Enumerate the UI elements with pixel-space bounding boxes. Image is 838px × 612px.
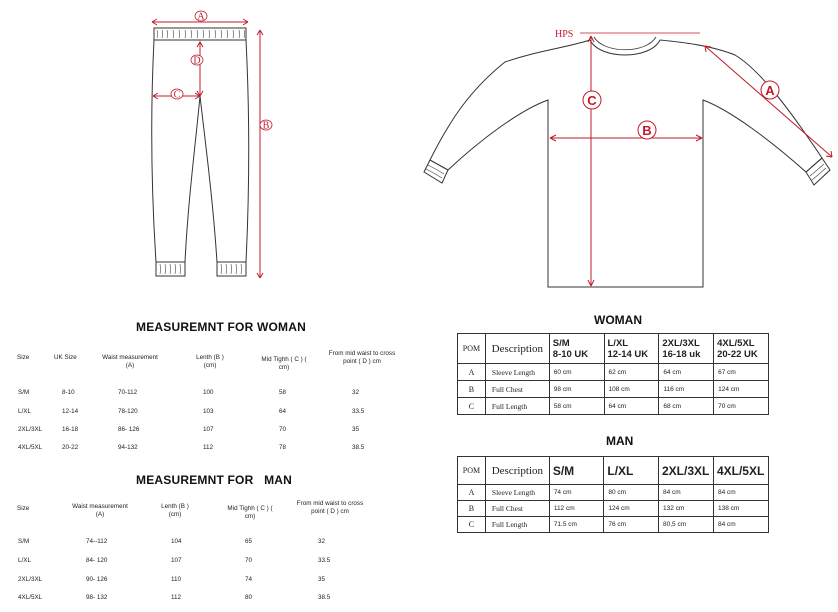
pom-header: POM — [458, 334, 486, 364]
woman-left-cell: 8-10 — [62, 389, 75, 396]
man-left-cell: 70 — [245, 557, 253, 564]
woman-left-cell: 78 — [279, 444, 287, 451]
value-cell: 76 cm — [604, 517, 659, 533]
man-left-cell: 2XL/3XL — [18, 576, 43, 583]
description-cell: Sleeve Length — [485, 485, 549, 501]
svg-text:A: A — [197, 11, 205, 23]
woman-left-cell: 12-14 — [62, 408, 79, 415]
woman-left-cell: 16-18 — [62, 426, 79, 433]
svg-text:C: C — [587, 93, 597, 108]
pom-cell: B — [458, 501, 486, 517]
woman-left-header: From mid waist to cross point ( D ) cm — [328, 350, 396, 365]
value-cell: 70 cm — [714, 398, 769, 415]
value-cell: 112 cm — [549, 501, 604, 517]
value-cell: 84 cm — [713, 485, 768, 501]
size-header: 4XL/5XL 20-22 UK — [714, 334, 769, 364]
svg-text:A: A — [765, 83, 775, 98]
pants-label-d — [191, 55, 203, 67]
size-header: 4XL/5XL — [713, 457, 768, 485]
man-left-cell: 80 — [245, 594, 253, 601]
woman-left-cell: 20-22 — [62, 444, 79, 451]
table-row — [458, 364, 769, 381]
value-cell: 98 cm — [549, 381, 604, 398]
man-left-cell: 35 — [318, 576, 326, 583]
woman-left-header: Mid Tighh ( C ) ( cm) — [261, 356, 307, 371]
svg-text:B: B — [262, 120, 270, 132]
woman-left-cell: 33.5 — [352, 408, 365, 415]
value-cell: 68 cm — [659, 398, 714, 415]
value-cell: 58 cm — [549, 398, 604, 415]
size-header: 2XL/3XL — [658, 457, 713, 485]
man-left-header: Mid Tighh ( C ) ( cm) — [227, 505, 273, 520]
shirt-collar — [590, 40, 660, 55]
pom-cell: C — [458, 398, 486, 415]
svg-text:B: B — [642, 123, 652, 138]
value-cell: 84 cm — [658, 485, 713, 501]
man-left-cell: 107 — [171, 557, 182, 564]
woman-left-cell: 35 — [352, 426, 360, 433]
woman-left-header: Size — [17, 354, 30, 361]
pants-label-c — [171, 89, 183, 101]
shirt-label-b — [638, 121, 656, 139]
man-left-cell: 74 — [245, 576, 253, 583]
woman-left-cell: 70-112 — [118, 389, 138, 396]
value-cell: 108 cm — [604, 381, 659, 398]
man-left-cell: 98- 132 — [86, 594, 108, 601]
size-header: L/XL 12-14 UK — [604, 334, 659, 364]
woman-left-cell: 70 — [279, 426, 287, 433]
value-cell: 60 cm — [549, 364, 604, 381]
value-cell: 67 cm — [714, 364, 769, 381]
man-left-cell: S/M — [18, 538, 30, 545]
woman-left-title: MEASUREMNT FOR WOMAN — [136, 320, 306, 334]
man-left-title: MEASUREMNT FOR MAN — [136, 473, 292, 487]
description-header: Description — [485, 334, 549, 364]
man-left-cell: 112 — [171, 594, 182, 601]
woman-left-cell: 78-120 — [118, 408, 138, 415]
woman-left-cell: 86- 126 — [118, 426, 140, 433]
value-cell: 62 cm — [604, 364, 659, 381]
svg-text:C: C — [173, 89, 181, 101]
man-left-cell: L/XL — [18, 557, 31, 564]
description-cell: Full Chest — [485, 381, 549, 398]
value-cell: 116 cm — [659, 381, 714, 398]
pom-header: POM — [458, 457, 486, 485]
shirt-label-a — [761, 81, 779, 99]
man-left-cell: 90- 126 — [86, 576, 108, 583]
pom-cell: A — [458, 485, 486, 501]
woman-left-cell: 4XL/5XL — [18, 444, 43, 451]
table-row — [458, 485, 769, 501]
woman-left-cell: 38.5 — [352, 444, 365, 451]
value-cell: 84 cm — [713, 517, 768, 533]
pom-cell: B — [458, 381, 486, 398]
table-row — [458, 501, 769, 517]
size-header: 2XL/3XL 16-18 uk — [659, 334, 714, 364]
description-cell: Sleeve Length — [485, 364, 549, 381]
woman-left-cell: 112 — [203, 444, 214, 451]
woman-left-cell: 32 — [352, 389, 360, 396]
size-header: S/M 8-10 UK — [549, 334, 604, 364]
man-left-header: From mid waist to cross point ( D ) cm — [296, 500, 364, 515]
woman-left-cell: 58 — [279, 389, 287, 396]
size-header: L/XL — [604, 457, 659, 485]
man-left-cell: 4XL/5XL — [18, 594, 43, 601]
value-cell: 138 cm — [713, 501, 768, 517]
value-cell: 64 cm — [659, 364, 714, 381]
table-row — [458, 517, 769, 533]
man-left-cell: 38.5 — [318, 594, 331, 601]
man-left-cell: 84- 120 — [86, 557, 108, 564]
woman-left-header: Waist measurement (A) — [102, 354, 158, 369]
man-left-header: Lenth (B ) (cm) — [161, 503, 189, 518]
description-cell: Full Length — [485, 398, 549, 415]
man-left-cell: 110 — [171, 576, 182, 583]
value-cell: 80 cm — [604, 485, 659, 501]
man-left-cell: 65 — [245, 538, 253, 545]
pom-cell: A — [458, 364, 486, 381]
woman-right-title: WOMAN — [594, 313, 642, 327]
value-cell: 64 cm — [604, 398, 659, 415]
table-row — [458, 398, 769, 415]
woman-left-cell: 103 — [203, 408, 214, 415]
woman-left-cell: 100 — [203, 389, 214, 396]
woman-size-table — [457, 333, 769, 415]
woman-left-cell: 94-132 — [118, 444, 138, 451]
man-left-cell: 32 — [318, 538, 326, 545]
svg-text:D: D — [193, 55, 201, 67]
value-cell: 124 cm — [604, 501, 659, 517]
man-left-cell: 74--112 — [86, 538, 108, 545]
man-left-cell: 33.5 — [318, 557, 331, 564]
value-cell: 71.5 cm — [549, 517, 604, 533]
shirt-label-c — [583, 91, 601, 109]
table-row — [458, 381, 769, 398]
shirt-outline — [430, 40, 822, 287]
woman-left-cell: L/XL — [18, 408, 31, 415]
woman-left-header: Lenth (B ) (cm) — [196, 354, 224, 369]
description-header: Description — [485, 457, 549, 485]
woman-left-cell: 107 — [203, 426, 214, 433]
woman-left-cell: 64 — [279, 408, 287, 415]
woman-left-header: UK Size — [54, 354, 77, 361]
pants-label-b — [260, 120, 272, 132]
description-cell: Full Length — [485, 517, 549, 533]
shirt-hps-label: HPS — [555, 29, 574, 40]
value-cell: 80,5 cm — [658, 517, 713, 533]
pants-label-a — [195, 11, 207, 23]
value-cell: 124 cm — [714, 381, 769, 398]
pom-cell: C — [458, 517, 486, 533]
shirt-diagram — [424, 29, 832, 287]
man-left-header: Waist measurement (A) — [72, 503, 128, 518]
man-left-cell: 104 — [171, 538, 182, 545]
man-size-table — [457, 456, 769, 533]
value-cell: 74 cm — [549, 485, 604, 501]
woman-left-cell: 2XL/3XL — [18, 426, 43, 433]
man-right-title: MAN — [606, 434, 634, 448]
size-header: S/M — [549, 457, 604, 485]
value-cell: 132 cm — [658, 501, 713, 517]
woman-left-cell: S/M — [18, 389, 30, 396]
man-left-header: Size — [17, 505, 30, 512]
description-cell: Full Chest — [485, 501, 549, 517]
